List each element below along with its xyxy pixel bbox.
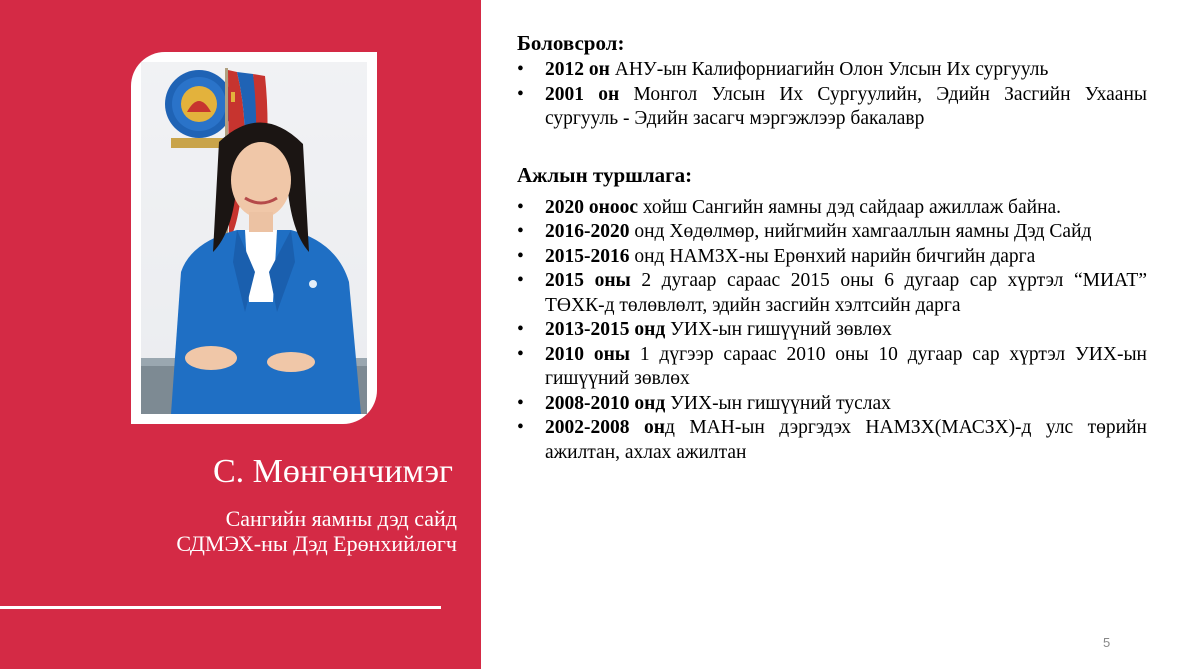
title-line-1: Сангийн яамны дэд сайд xyxy=(225,506,457,531)
experience-text: д МАН-ын дэргэдэх НАМЗХ(МАСЗХ)-д улс төрийн ажилтан, ахлах ажилтан xyxy=(545,417,1147,463)
experience-item xyxy=(517,343,1147,392)
experience-text: 2 дугаар сараас 2015 оны 6 дугаар сар хүртэл “МИАТ” ТӨХК-д төлөвлөлт, эдийн засгийн хэлтсийн дарга xyxy=(545,270,1147,316)
page-number: 5 xyxy=(1103,635,1111,650)
experience-item xyxy=(517,245,1147,270)
experience-text: 1 дүгээр сараас 2010 оны 10 дугаар сар хүртэл УИХ-ын гишүүний зөвлөх xyxy=(545,343,1147,389)
portrait-photo xyxy=(141,62,367,414)
person-name: С. Мөнгөнчимэг xyxy=(212,453,453,490)
left-panel xyxy=(0,0,481,669)
education-text: АНУ-ын Калифорниагийн Олон Улсын Их сургууль xyxy=(609,59,1049,80)
experience-year: 2013-2015 онд xyxy=(545,319,666,340)
experience-text: хойш Сангийн яамны дэд сайдаар ажиллаж байна. xyxy=(638,196,1062,218)
experience-year: 2020 оноос xyxy=(545,196,639,218)
experience-year: 2015 оны xyxy=(545,270,631,291)
experience-item xyxy=(517,220,1147,245)
experience-list xyxy=(517,196,1147,466)
education-list xyxy=(517,58,1147,132)
experience-text: УИХ-ын гишүүний зөвлөх xyxy=(665,319,892,340)
experience-year: 2016-2020 xyxy=(545,221,630,242)
experience-text: УИХ-ын гишүүний туслах xyxy=(665,392,891,414)
experience-text: онд НАМЗХ-ны Ерөнхий нарийн бичгийн дарга xyxy=(629,245,1036,267)
experience-year: 2015-2016 xyxy=(545,245,630,267)
education-item xyxy=(517,83,1147,132)
divider-line xyxy=(0,606,441,609)
experience-text: онд Хөдөлмөр, нийгмийн хамгааллын яамны Дэд Сайд xyxy=(629,221,1092,242)
experience-year: 2002-2008 он xyxy=(545,417,665,438)
education-item xyxy=(517,58,1147,83)
bio-content xyxy=(517,30,1147,465)
education-year: 2012 он xyxy=(545,59,610,80)
experience-item xyxy=(517,392,1147,417)
experience-item xyxy=(517,196,1147,221)
portrait-illustration xyxy=(141,62,367,414)
education-year: 2001 он xyxy=(545,83,620,105)
experience-heading: Ажлын туршлага: xyxy=(517,162,693,187)
experience-year: 2008-2010 онд xyxy=(545,392,666,414)
education-text: Монгол Улсын Их Сургуулийн, Эдийн Засгийн Ухааны сургууль - Эдийн засагч мэргэжлээр бакалавр xyxy=(545,83,1147,129)
person-title xyxy=(176,506,457,556)
photo-frame xyxy=(131,52,377,424)
education-heading: Боловсрол: xyxy=(517,31,625,55)
experience-item xyxy=(517,318,1147,343)
experience-item xyxy=(517,269,1147,318)
experience-item xyxy=(517,416,1147,465)
title-line-2: СДМЭХ-ны Дэд Ерөнхийлөгч xyxy=(176,531,457,556)
experience-year: 2010 оны xyxy=(545,343,631,365)
